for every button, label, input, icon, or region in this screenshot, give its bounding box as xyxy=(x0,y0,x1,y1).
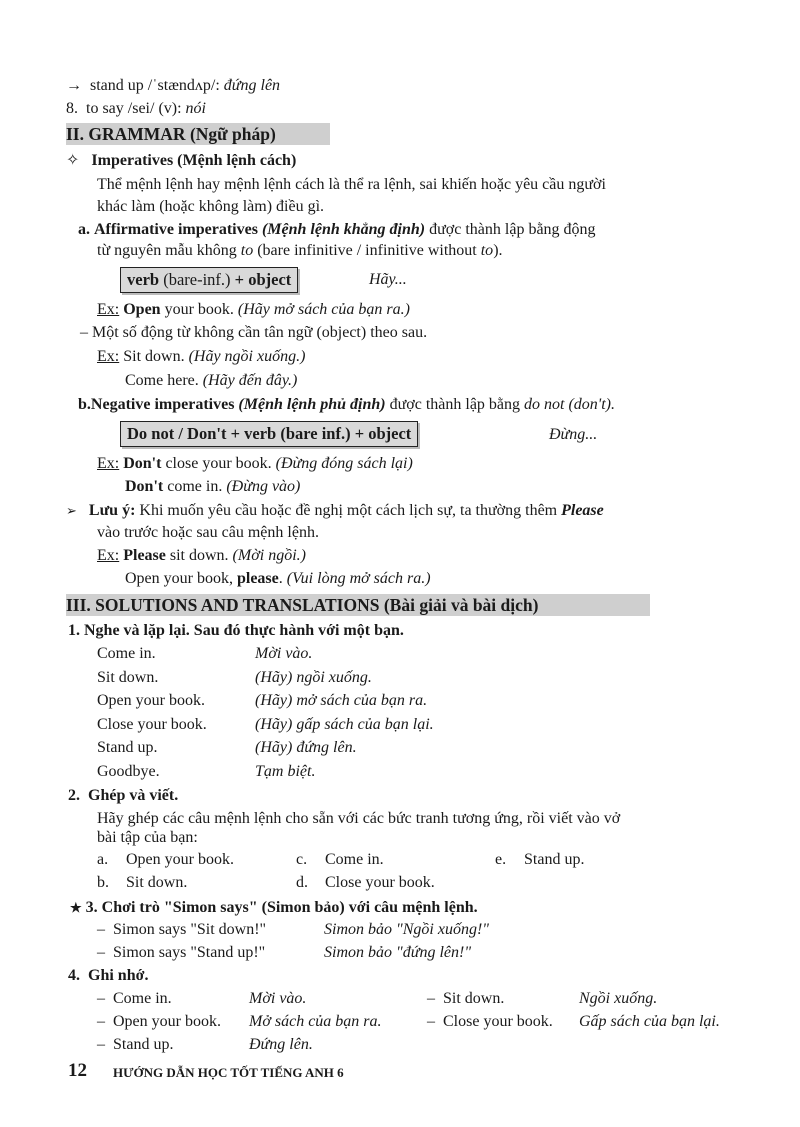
exercise-3-english: – Simon says "Stand up!" xyxy=(97,944,266,961)
exercise-1-english: Stand up. xyxy=(97,739,158,756)
exercise-2-option-label: d. xyxy=(296,874,308,891)
arrow-icon: → xyxy=(66,77,82,94)
exercise-1-english: Sit down. xyxy=(97,668,159,686)
intro-line-2: khác làm (hoặc không làm) điều gì. xyxy=(97,198,325,215)
exercise-2-title: 2. Ghép và viết. xyxy=(68,787,179,804)
exercise-2-option-label: a. xyxy=(97,851,109,868)
note-no-object: – Một số động từ không cần tân ngữ (object) theo sau. xyxy=(80,324,428,341)
exercise-4-english: – Stand up. xyxy=(97,1036,174,1053)
exercise-1-vietnamese: Mời vào. xyxy=(255,645,313,662)
intro-line-1: Thể mệnh lệnh hay mệnh lệnh cách là thể ra lệnh, sai khiến hoặc yêu cầu người xyxy=(97,176,606,193)
exercise-4-vietnamese: Đứng lên. xyxy=(249,1036,313,1053)
vocab-line-stand-up: → stand up /ˈstændʌp/: đứng lên xyxy=(66,77,281,94)
exercise-2-option-text: Stand up. xyxy=(524,851,585,868)
note-please: ➢ Lưu ý: Khi muốn yêu cầu hoặc đề nghị một cách lịch sự, ta thường thêm Please xyxy=(66,502,604,519)
affirmative-heading: a. Affirmative imperatives (Mệnh lệnh khẳng định) được thành lập bằng động xyxy=(78,221,596,238)
book-title: HƯỚNG DẪN HỌC TỐT TIẾNG ANH 6 xyxy=(113,1065,344,1080)
formula-box-negative: Do not / Don't + verb (bare inf.) + object xyxy=(120,421,418,447)
exercise-3-vietnamese: Simon bảo "Ngồi xuống!" xyxy=(324,921,489,938)
arrow-bullet-icon: ➢ xyxy=(66,503,77,518)
exercise-2-option-text: Open your book. xyxy=(126,851,234,868)
exercise-2-option-text: Sit down. xyxy=(126,874,188,891)
exercise-2-option-label: e. xyxy=(495,851,507,868)
exercise-4-vietnamese: Ngồi xuống. xyxy=(579,990,658,1007)
exercise-4-title: 4. Ghi nhớ. xyxy=(68,967,149,984)
exercise-2-text-1: Hãy ghép các câu mệnh lệnh cho sẵn với các bức tranh tương ứng, rồi viết vào vở xyxy=(97,810,621,827)
example-please-sit: Ex: Please sit down. (Mời ngồi.) xyxy=(97,547,306,564)
star-icon: ★ xyxy=(70,900,82,915)
exercise-4-english: – Come in. xyxy=(97,990,172,1007)
example-dont-close: Ex: Don't close your book. (Đừng đóng sách lại) xyxy=(97,455,413,472)
exercise-1-english: Close your book. xyxy=(97,715,207,733)
negative-heading: b.Negative imperatives (Mệnh lệnh phủ định) được thành lập bằng do not (don't). xyxy=(78,396,615,413)
exercise-1-vietnamese: (Hãy) đứng lên. xyxy=(255,739,357,756)
imperatives-title: ✧ Imperatives (Mệnh lệnh cách) xyxy=(66,152,297,169)
example-sit-down: Ex: Sit down. (Hãy ngồi xuống.) xyxy=(97,348,306,365)
formula-meaning-affirmative: Hãy... xyxy=(369,271,407,288)
affirmative-line-2: từ nguyên mẫu không to (bare infinitive / infinitive without to). xyxy=(97,242,503,259)
example-please-open: Open your book, please. (Vui lòng mở sách ra.) xyxy=(125,570,431,587)
exercise-1-english: Open your book. xyxy=(97,692,205,709)
exercise-2-text-2: bài tập của bạn: xyxy=(97,829,198,846)
exercise-2-option-text: Come in. xyxy=(325,851,384,868)
exercise-2-option-text: Close your book. xyxy=(325,874,435,891)
exercise-4-vietnamese: Gấp sách của bạn lại. xyxy=(579,1013,720,1030)
diamond-icon: ✧ xyxy=(66,152,80,169)
note-please-line-2: vào trước hoặc sau câu mệnh lệnh. xyxy=(97,524,319,541)
exercise-1-vietnamese: (Hãy) gấp sách của bạn lại. xyxy=(255,715,434,733)
exercise-4-english: – Close your book. xyxy=(427,1013,553,1030)
exercise-1-vietnamese: (Hãy) ngồi xuống. xyxy=(255,668,372,686)
exercise-2-option-label: c. xyxy=(296,851,308,868)
example-dont-come: Don't come in. (Đừng vào) xyxy=(125,478,301,495)
example-open-book: Ex: Open your book. (Hãy mở sách của bạn ra.) xyxy=(97,301,410,318)
section-heading-grammar: II. GRAMMAR (Ngữ pháp) xyxy=(66,123,330,145)
exercise-4-english: – Open your book. xyxy=(97,1013,221,1030)
exercise-3-english: – Simon says "Sit down!" xyxy=(97,921,267,938)
exercise-1-vietnamese: Tạm biệt. xyxy=(255,762,316,780)
exercise-4-english: – Sit down. xyxy=(427,990,505,1007)
exercise-4-vietnamese: Mở sách của bạn ra. xyxy=(249,1013,382,1030)
formula-box-affirmative: verb (bare-inf.) + object xyxy=(120,267,298,293)
exercise-3-title: ★ 3. Chơi trò "Simon says" (Simon bảo) với câu mệnh lệnh. xyxy=(70,899,478,916)
exercise-1-english: Goodbye. xyxy=(97,762,160,780)
formula-meaning-negative: Đừng... xyxy=(549,426,598,443)
section-heading-solutions: III. SOLUTIONS AND TRANSLATIONS (Bài giải và bài dịch) xyxy=(66,594,650,616)
exercise-1-title: 1. Nghe và lặp lại. Sau đó thực hành với một bạn. xyxy=(68,622,404,639)
exercise-3-vietnamese: Simon bảo "đứng lên!" xyxy=(324,944,472,961)
exercise-4-vietnamese: Mời vào. xyxy=(249,990,307,1007)
exercise-1-vietnamese: (Hãy) mở sách của bạn ra. xyxy=(255,692,428,709)
vocab-line-to-say: 8. to say /sei/ (v): nói xyxy=(66,100,206,117)
example-come-here: Come here. (Hãy đến đây.) xyxy=(125,372,298,389)
page-number: 12 xyxy=(68,1060,87,1081)
exercise-1-english: Come in. xyxy=(97,645,156,662)
exercise-2-option-label: b. xyxy=(97,874,109,891)
